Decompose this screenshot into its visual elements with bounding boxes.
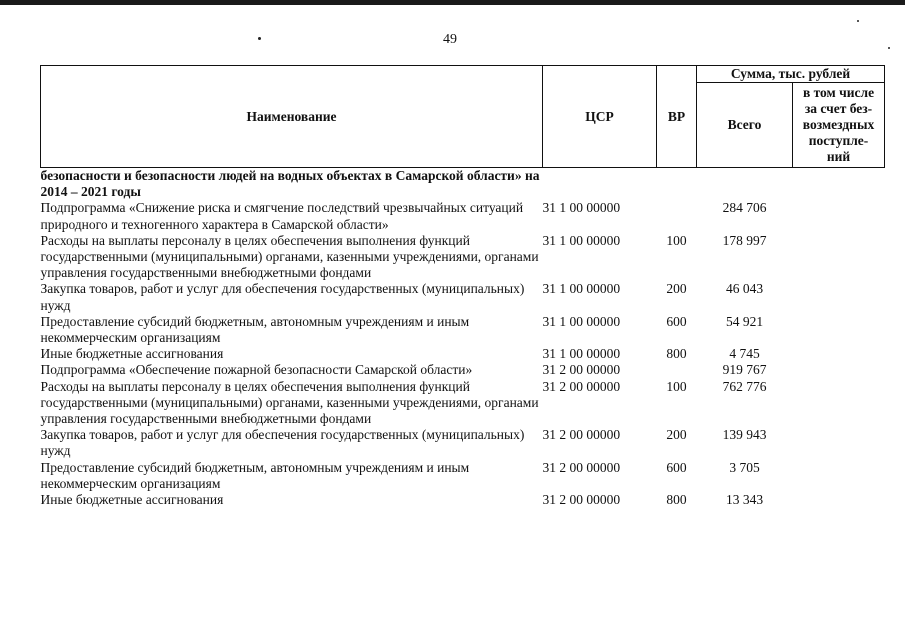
table-row (41, 314, 885, 346)
page-number: 49 (443, 32, 457, 47)
row-vr: 800 (666, 346, 687, 362)
row-incl (793, 168, 885, 201)
row-vr (657, 168, 697, 201)
row-csr: 31 1 00 00000 (542, 200, 621, 216)
row-csr: 31 1 00 00000 (542, 346, 621, 362)
row-incl (793, 346, 885, 362)
table-row (41, 492, 885, 508)
row-name: Иные бюджетные ассигнования (40, 492, 224, 508)
scan-speck (888, 47, 890, 49)
row-vr: 200 (666, 281, 687, 297)
column-header-incl-line: в том числе (802, 85, 875, 100)
row-total: 46 043 (725, 281, 764, 297)
row-name: Закупка товаров, работ и услуг для обеспечения государственных (муниципальных) нужд (40, 281, 525, 313)
table-row (41, 427, 885, 459)
row-csr: 31 2 00 00000 (542, 378, 621, 394)
row-name: Предоставление субсидий бюджетным, автономным учреждениям и иным некоммерческим организациям (40, 459, 470, 491)
column-header-total: Всего (697, 83, 793, 168)
row-incl (793, 460, 885, 492)
row-name: Расходы на выплаты персоналу в целях обеспечения выполнения функций государственными (муниципальными) органами, казенными учреждениями, органами управления государственными внебюджетными фондами (40, 378, 539, 427)
row-incl (793, 314, 885, 346)
column-header-incl-line: ний (826, 149, 851, 164)
row-vr: 600 (666, 313, 687, 329)
row-csr: 31 1 00 00000 (542, 281, 621, 297)
column-header-incl-line: поступле- (808, 133, 869, 148)
budget-table (40, 65, 885, 508)
table-row (41, 346, 885, 362)
table-row (41, 281, 885, 313)
table-row (41, 460, 885, 492)
row-csr: 31 2 00 00000 (542, 362, 621, 378)
row-name: безопасности и безопасности людей на водных объектах в Самарской области» на 2014 – 2021 годы (40, 168, 540, 200)
row-vr: 200 (666, 427, 687, 443)
table-row (41, 379, 885, 428)
column-header-incl-line: возмездных (802, 117, 875, 132)
row-incl (793, 233, 885, 282)
row-total: 4 745 (729, 346, 760, 362)
row-csr: 31 1 00 00000 (542, 313, 621, 329)
column-header-incl-line: за счет без- (804, 101, 873, 116)
row-name: Подпрограмма «Обеспечение пожарной безопасности Самарской области» (40, 362, 473, 378)
row-incl (793, 379, 885, 428)
scan-top-border (0, 0, 905, 5)
table-row (41, 362, 885, 378)
row-name: Предоставление субсидий бюджетным, автономным учреждениям и иным некоммерческим организациям (40, 313, 470, 346)
row-csr (543, 168, 657, 201)
row-csr: 31 2 00 00000 (542, 459, 621, 475)
row-vr: 600 (666, 459, 687, 475)
row-total: 919 767 (722, 362, 767, 378)
row-total (697, 168, 793, 201)
row-total: 178 997 (722, 232, 767, 248)
row-total: 139 943 (722, 427, 767, 443)
row-csr: 31 1 00 00000 (542, 232, 621, 248)
row-incl (793, 492, 885, 508)
row-incl (793, 281, 885, 313)
table-row (41, 168, 885, 201)
column-header-incl (793, 83, 885, 168)
column-header-csr: ЦСР (543, 66, 657, 168)
scan-speck (857, 20, 859, 22)
table-row (41, 200, 885, 232)
column-header-name: Наименование (41, 66, 543, 168)
row-incl (793, 200, 885, 232)
row-total: 54 921 (725, 313, 764, 329)
row-total: 13 343 (725, 492, 764, 508)
row-incl (793, 427, 885, 459)
row-name: Расходы на выплаты персоналу в целях обеспечения выполнения функций государственными (муниципальными) органами, казенными учреждениями, органами управления государственными внебюджетными фондами (40, 232, 539, 281)
column-header-vr: ВР (657, 66, 697, 168)
row-vr: 100 (666, 232, 687, 248)
row-vr: 800 (666, 492, 687, 508)
row-name: Иные бюджетные ассигнования (40, 346, 224, 362)
row-name: Закупка товаров, работ и услуг для обеспечения государственных (муниципальных) нужд (40, 427, 525, 459)
row-name: Подпрограмма «Снижение риска и смягчение последствий чрезвычайных ситуаций природного и техногенного характера в Самарской области» (40, 200, 524, 232)
row-total: 284 706 (722, 200, 767, 216)
row-total: 762 776 (722, 378, 767, 394)
row-incl (793, 362, 885, 378)
row-csr: 31 2 00 00000 (542, 427, 621, 443)
row-vr (657, 362, 697, 378)
row-csr: 31 2 00 00000 (542, 492, 621, 508)
row-vr (657, 200, 697, 232)
scan-speck (258, 37, 261, 40)
column-header-sum: Сумма, тыс. рублей (697, 66, 885, 83)
table-row (41, 233, 885, 282)
row-vr: 100 (666, 378, 687, 394)
row-total: 3 705 (729, 459, 760, 475)
